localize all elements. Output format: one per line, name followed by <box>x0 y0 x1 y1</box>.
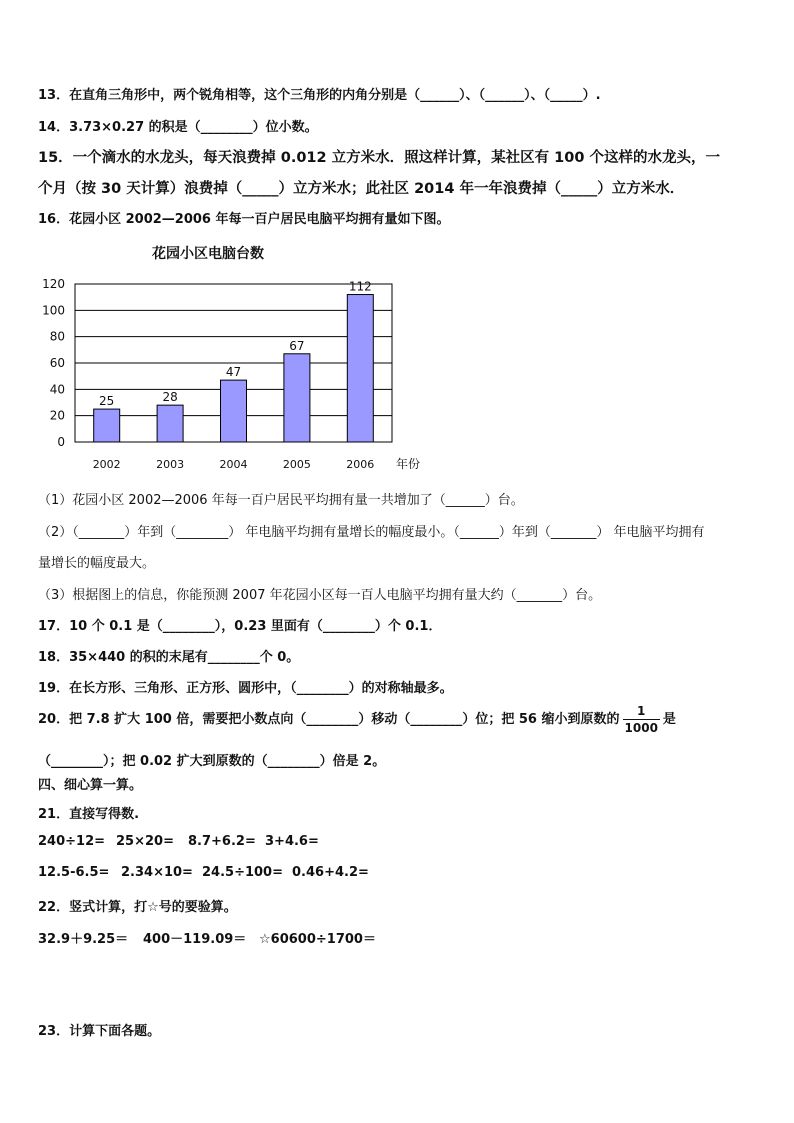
x-tick-label: 2004 <box>219 458 248 471</box>
fraction-denominator: 1000 <box>624 721 658 735</box>
data-label: 25 <box>99 394 115 409</box>
q21-row2-item: 12.5-6.5= <box>38 865 110 880</box>
q21-row2-item: 24.5÷100= <box>202 865 283 880</box>
fraction-numerator: 1 <box>637 704 646 718</box>
question-16-2-line1: （2）（_______）年到（________） 年电脑平均拥有量增长的幅度最小。（______）年到（_______） 年电脑平均拥有 <box>38 525 705 540</box>
bar-chart <box>30 272 430 472</box>
bar <box>347 295 373 442</box>
y-tick-label: 120 <box>42 277 65 291</box>
question-18: 18．35×440 的积的末尾有________个 0。 <box>38 650 300 665</box>
question-15-line1: 15．一个滴水的水龙头，每天浪费掉 0.012 立方米水．照这样计算，某社区有 100 个这样的水龙头，一 <box>38 150 720 166</box>
y-tick-label: 0 <box>57 435 65 449</box>
fraction <box>623 704 660 735</box>
bar <box>94 409 120 442</box>
data-label: 28 <box>162 390 178 405</box>
bar <box>221 380 247 442</box>
chart-title: 花园小区电脑台数 <box>152 246 264 262</box>
question-20-line1 <box>38 704 676 735</box>
question-20-part1: 20．把 7.8 扩大 100 倍，需要把小数点向（________）移动（________）位；把 56 缩小到原数的 <box>38 712 620 727</box>
x-axis-label: 年份 <box>396 457 421 471</box>
question-19: 19．在长方形、三角形、正方形、圆形中，（________）的对称轴最多。 <box>38 681 453 696</box>
q22-item: 400－119.09＝ <box>143 932 247 947</box>
x-tick-label: 2002 <box>92 458 121 471</box>
q21-row1-item: 25×20= <box>116 834 174 849</box>
question-14: 14．3.73×0.27 的积是（________）位小数。 <box>38 120 318 135</box>
data-label: 112 <box>348 279 372 294</box>
data-label: 47 <box>225 365 242 380</box>
question-16: 16．花园小区 2002—2006 年每一百户居民电脑平均拥有量如下图。 <box>38 212 450 227</box>
x-tick-label: 2005 <box>282 458 311 471</box>
question-23: 23．计算下面各题。 <box>38 1024 161 1039</box>
question-21: 21．直接写得数. <box>38 807 140 822</box>
y-tick-label: 40 <box>49 382 65 397</box>
section-4-title: 四、细心算一算。 <box>38 778 143 793</box>
question-16-3: （3）根据图上的信息，你能预测 2007 年花园小区每一百人电脑平均拥有量大约（_______）台。 <box>38 588 602 603</box>
y-tick-label: 100 <box>42 303 65 318</box>
question-20-line2: （________）；把 0.02 扩大到原数的（________）倍是 2。 <box>38 754 386 769</box>
q22-item: ☆60600÷1700＝ <box>259 932 376 947</box>
question-20-part2: 是 <box>662 712 676 727</box>
question-16-2-line2: 量增长的幅度最大。 <box>38 556 156 571</box>
q21-row1-item: 8.7+6.2= <box>188 834 256 849</box>
x-tick-label: 2003 <box>156 458 185 471</box>
q21-row1-item: 3+4.6= <box>265 834 319 849</box>
q22-item: 32.9＋9.25＝ <box>38 932 129 947</box>
question-22: 22．竖式计算，打☆号的要验算。 <box>38 900 237 915</box>
question-16-1: （1）花园小区 2002—2006 年每一百户居民平均拥有量一共增加了（______）台。 <box>38 493 524 508</box>
x-tick-label: 2006 <box>346 458 375 471</box>
bar <box>284 354 310 442</box>
y-tick-label: 20 <box>49 408 65 423</box>
question-17: 17．10 个 0.1 是（________），0.23 里面有（________）个 0.1． <box>38 619 442 634</box>
question-15-line2: 个月（按 30 天计算）浪费掉（_____）立方米水；此社区 2014 年一年浪费掉（_____）立方米水． <box>38 181 685 197</box>
q21-row2-item: 2.34×10= <box>121 865 193 880</box>
q21-row1-item: 240÷12= <box>38 834 106 849</box>
question-13: 13．在直角三角形中，两个锐角相等，这个三角形的内角分别是（______）、（______）、（_____）. <box>38 88 601 103</box>
y-tick-label: 60 <box>49 356 65 370</box>
y-tick-label: 80 <box>49 329 65 344</box>
data-label: 67 <box>289 338 305 353</box>
q21-row2-item: 0.46+4.2= <box>292 865 369 880</box>
bar <box>157 405 183 442</box>
